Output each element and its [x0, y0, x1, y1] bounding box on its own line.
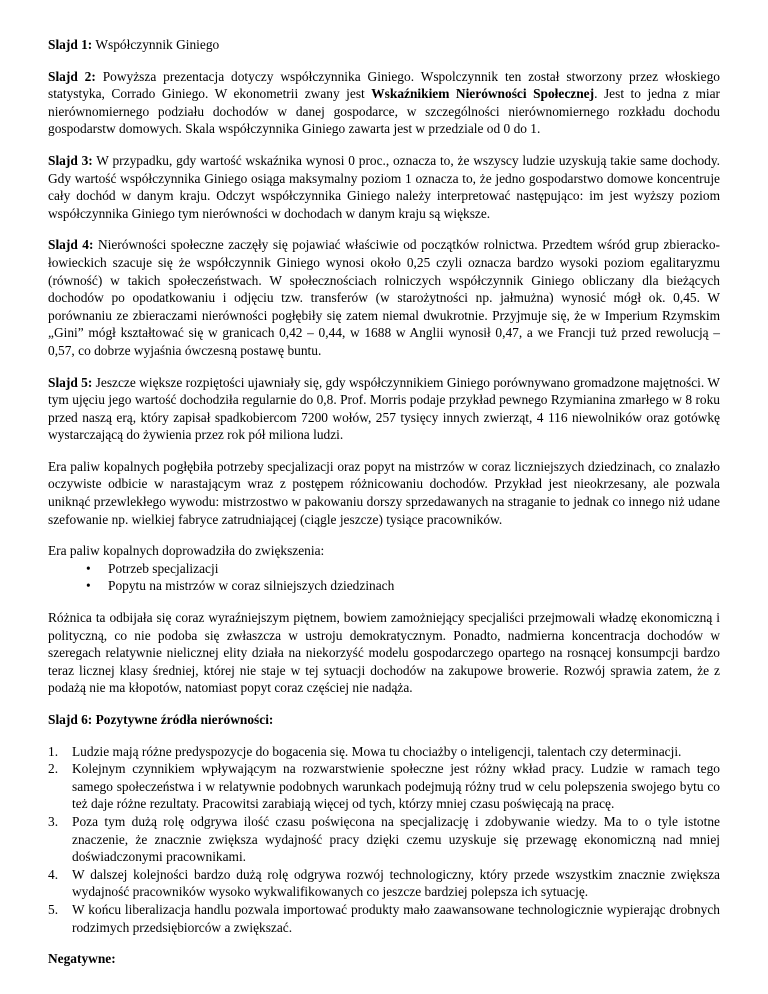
- slide-4-paragraph: [48, 236, 720, 359]
- slide-3-text: W przypadku, gdy wartość wskaźnika wynosi 0 proc., oznacza to, że wszyscy ludzie uzyskują takie same dochody. Gdy wartość współczynnika Giniego osiąga maksymalny poziom 1 oznacza to, że jedno gospodarstwo domowe koncentruje cały dochód w danym kraju. Odczyt współczynnika Giniego należy interpretować następująco: im jest wyższy poziom współczynnika Giniego tym nierówności w dochodach w danym kraju są większe.: [48, 152, 721, 221]
- slide-2-bold-term: Wskaźnikiem Nierówności Społecznej: [371, 86, 595, 102]
- slide-2-paragraph: [48, 68, 720, 138]
- slide-2-text-a: Powyższa prezentacja dotyczy współczynnika Giniego. Wspolczynnik ten został stworzony przez włoskiego statystyka, Corrado Giniego. W ekonometrii zwany jest: [48, 68, 720, 102]
- slide-5-text: Jeszcze większe rozpiętości ujawniały się, gdy współczynnikiem Giniego porównywano gromadzone majętności. W tym ujęciu jego wartość dochodziła regularnie do 0,8. Prof. Morris podaje przykład pewnego Rzymianina zmarłego w 8 roku przed naszą erą, który zapisał spadkobiercom 7200 wołów, 257 tysięcy innych zwierząt, 4 116 niewolników oraz gotówkę wystarczającą do żywienia przez rok pół miliona ludzi.: [48, 374, 720, 443]
- list-number: 3.: [48, 813, 59, 829]
- list-text: Kolejnym czynnikiem wpływającym na rozwarstwienie społeczne jest różny wkład pracy. Ludzie w ramach tego samego społeczeństwa i w relatywnie podobnych warunkach podejmują różny trud w celu polepszenia swojego bytu co też daje różne rezultaty. Pracowitsi zarabiają więcej od tych, którzy mniej czasu poświęcają na pracę.: [72, 761, 720, 812]
- list-text: W końcu liberalizacja handlu pozwala importować produkty mało zaawansowane technologicznie wypierając drobnych rodzimych przedsiębiorców a zwiększać.: [72, 901, 720, 935]
- list-number: 4.: [48, 866, 59, 882]
- numbered-list: [48, 743, 720, 937]
- slide-6-heading: [48, 711, 720, 729]
- negative-heading: [48, 950, 720, 968]
- list-item: [48, 813, 720, 866]
- slide-4-label: Slajd 4:: [48, 237, 94, 253]
- bullet-list: [48, 560, 720, 595]
- slide-5-paragraph: [48, 374, 720, 444]
- slide-1-label: Slajd 1:: [48, 37, 93, 52]
- slide-1-paragraph: [48, 36, 720, 54]
- slide-3-label: Slajd 3:: [48, 152, 93, 168]
- list-text: Poza tym dużą rolę odgrywa ilość czasu poświęcona na specjalizację i zdobywanie wiedzy. Ma to o tyle istotne znaczenie, że znacznie zwiększa wydajność pracy dzięki czemu uzyskuje się przewagę ekonomiczną nad mniej doświadczonymi pracownikami.: [72, 813, 720, 865]
- bullet-item: • Potrzeb specjalizacji: [96, 560, 720, 578]
- list-item: [48, 866, 720, 901]
- list-item: [48, 901, 720, 936]
- list-text: W dalszej kolejności bardzo dużą rolę odgrywa rozwój technologiczny, który przede wszystkim znacznie zwiększa wydajność pracowników wysoko wykwalifikowanych co jeszcze bardziej polepsza ich sytuację.: [72, 866, 720, 900]
- list-item: [48, 743, 720, 761]
- slide-4-text: Nierówności społeczne zaczęły się pojawiać właściwie od początków rolnictwa. Przedtem wśród grup zbieracko-łowieckich szacuje się że współczynnik Giniego wynosi około 0,25 czyli oznacza bardzo wysoki poziom egalitaryzmu (równość) w takich społeczeństwach. W społecznościach rolniczych współczynnik Giniego obliczany dla bieżących dochodów po opodatkowaniu i odjęciu tzw. transferów (w starożytności np. jałmużna) wynosić mógł ok. 0,45. W porównaniu ze zbieraczami nierówności pogłębiły się zatem niemal dwukrotnie. Przyjmuje się, że w Imperium Rzymskim „Gini” mógł kształtować się w granicach 0,42 – 0,44, w 1688 w Anglii wynosił 0,47, a we Francji tuż przed rewolucją – 0,57, co dobrze wyjaśnia ówczesną postawę buntu.: [48, 237, 720, 358]
- fossil-fuel-era-intro: Era paliw kopalnych doprowadziła do zwiększenia:: [48, 543, 325, 559]
- list-text: Ludzie mają różne predyspozycje do bogacenia się. Mowa tu chociażby o inteligencji, talentach czy determinacji.: [72, 743, 682, 759]
- fossil-fuel-era-paragraph: Era paliw kopalnych pogłębiła potrzeby specjalizacji oraz popyt na mistrzów w coraz liczniejszych dziedzinach, co znalazło oczywiste odbicie w narastającym wraz z postępem różnicowaniu dochodów. Przykład jest nieokrzesany, ale pozwala uniknąć przewlekłego wywodu: mistrzostwo w pakowaniu dorszy sprzedawanych na straganie to jednak co innego niż udane szefowanie np. wielkiej fabryce zatrudniającej (ciągle jeszcze) tysiące pracowników.: [48, 458, 720, 527]
- slide-2-label: Slajd 2:: [48, 68, 96, 84]
- list-item: [48, 760, 720, 813]
- slide-3-paragraph: [48, 152, 720, 222]
- bullet-item: • Popytu na mistrzów w coraz silniejszych dziedzinach: [96, 577, 720, 595]
- slide-2-text-b: . Jest to jedna z miar nierównomiernego podziału dochodów w danej gospodarce, w szczególności nierównomiernego rozkładu dochodu gospodarstw domowych. Skala współczynnika Giniego zawarta jest w przedziale od 0 do 1.: [48, 86, 720, 137]
- slide-1-text: Współczynnik Giniego: [92, 37, 220, 52]
- list-number: 5.: [48, 901, 59, 917]
- list-number: 2.: [48, 761, 59, 777]
- negative-heading-text: Negatywne:: [48, 951, 116, 967]
- slide-6-heading-text: Slajd 6: Pozytywne źródła nierówności:: [48, 712, 274, 727]
- difference-paragraph: Różnica ta odbijała się coraz wyraźniejszym piętnem, bowiem zamożniejący specjaliści przejmowali władzę ekonomiczną i polityczną, co nie podoba się zwłaszcza w ustroju demokratycznym. Ponadto, nadmierna koncentracja dochodów w szeregach relatywnie nielicznej elity działa na niekorzyść modelu gospodarczego opartego na rosnącej konsumpcji bardzo teraz licznej klasy średniej, której nie staje w tej sytuacji dochodów na zakupowe browerie. Rozwój sprawia zatem, że z podażą nie ma kłopotów, natomiast popyt coraz częściej nie nadąża.: [48, 610, 720, 696]
- list-number: 1.: [48, 743, 59, 759]
- slide-5-label: Slajd 5:: [48, 374, 93, 390]
